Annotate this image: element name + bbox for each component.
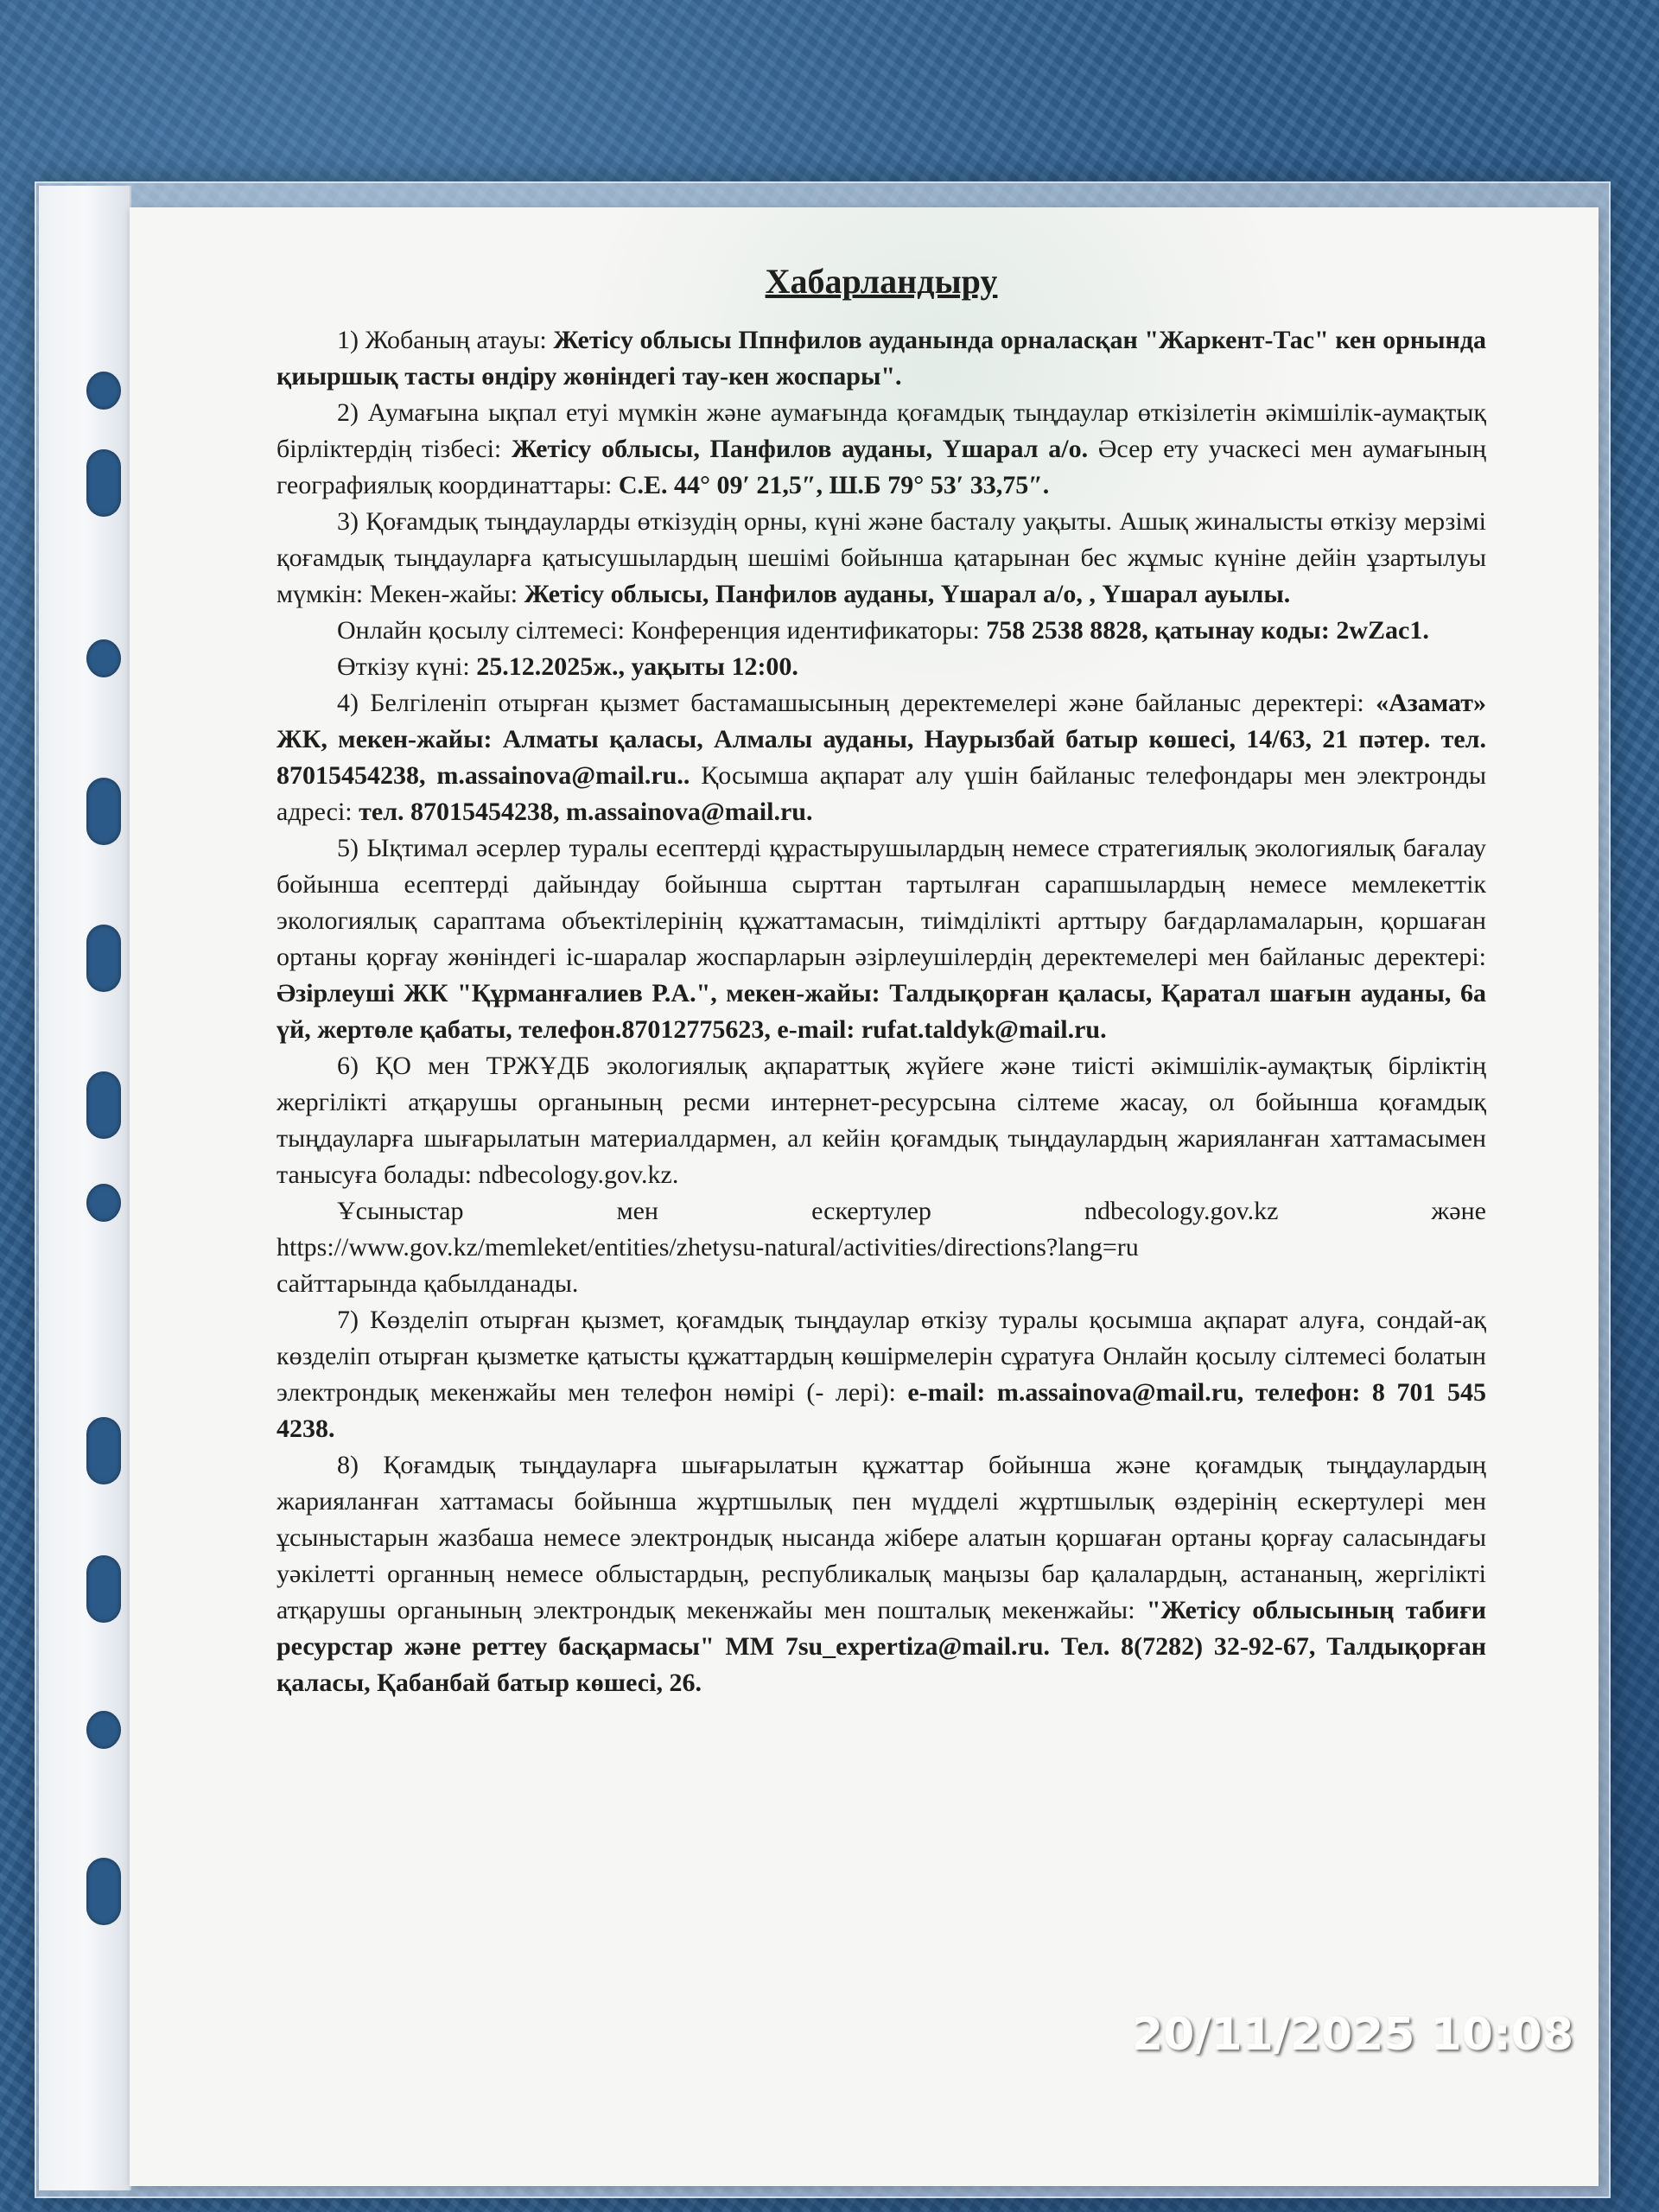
notice-document [276, 264, 1486, 1701]
gov-url[interactable]: https://www.gov.kz/memleket/entities/zhetysu-natural/activities/directions?lang=ru [276, 1233, 1139, 1262]
photo-timestamp: 20/11/2025 10:08 [1132, 2009, 1574, 2061]
and-word: мен [616, 1197, 658, 1225]
section-6-text: 6) ҚО мен ТРЖҰДБ экологиялық ақпараттық жүйеге және тиісті әкімшілік-аумақтық бірліктің жергілікті атқарушы органының ресми интернет-ресурсына сілтеме жасау, ол бойынша қоғамдық тыңдауларға шығарылатын материалдармен, ал кейін қоғамдық тыңдаулардың жарияланған хаттамасымен танысуға болады: ndbecology.gov.kz. [276, 1052, 1486, 1189]
date-label: Өткізу күні: [337, 652, 477, 681]
section-3-label: 3) Қоғамдық тыңдауларды өткізудің орны, күні және басталу уақыты. Ашық жиналысты өткізу мерзімі қоғамдық тыңдауларға қатысушылардың шешімі бойынша қатарынан бес жұмыс күніне дейін ұзартылуы мүмкін: Мекен-жайы: [276, 507, 1486, 608]
section-2-label: 2) Аумағына ықпал етуі мүмкін және аумағында қоғамдық тыңдаулар өткізілетін әкімшілік-аумақтық бірліктердің тізбесі: [276, 398, 1486, 463]
punch-hole [86, 778, 121, 845]
section-2-location: Жетісу облысы, Панфилов ауданы, Үшарал а/о. [511, 435, 1089, 463]
section-3-date [276, 649, 1486, 685]
punch-hole [86, 1184, 121, 1222]
section-2 [276, 395, 1486, 504]
section-8-label: 8) Қоғамдық тыңдауларға шығарылатын құжаттар бойынша және қоғамдық тыңдаулардың жарияланған хаттамасы бойынша жұртшылық пен мүдделі жұртшылық өздерінің ескертулері мен ұсыныстарын жазбаша немесе электрондық нысанда жібере алатын қоршаған ортаны қорғау саласындағы уәкілетті органның немесе облыстардың, республикалық маңызы бар қалалардың, астананың, жергілікті атқарушы органының электрондық мекенжайы мен пошталық мекенжайы: [276, 1451, 1486, 1624]
section-5-label: 5) Ықтимал әсерлер туралы есептерді құрастырушылардың немесе стратегиялық экологиялық бағалау бойынша есептерді дайындау бойынша сырттан тартылған сарапшылардың немесе мемлекеттік экологиялық сараптама объектілерінің құжаттамасын, тиімділікті арттыру бағдарламаларын, қоршаған ортаны қорғау жөніндегі іс-шаралар жоспарларын әзірлеушілердің деректемелері мен байланыс деректері: [276, 834, 1486, 971]
notice-title: Хабарландыру [765, 262, 998, 301]
section-5 [276, 830, 1486, 1048]
section-6-end: сайттарында қабылданады. [276, 1269, 579, 1298]
section-6 [276, 1048, 1486, 1193]
event-date: 25.12.2025ж., уақыты 12:00. [476, 652, 798, 681]
section-2-coords: С.Е. 44° 09′ 21,5″, Ш.Б 79° 53′ 33,75″. [618, 471, 1050, 499]
section-2-coords-label: Әсер ету учаскесі мен аумағының географиялық координаттары: [276, 435, 1487, 499]
section-3-address: Жетісу облысы, Панфилов ауданы, Үшарал а/о, , Үшарал ауылы. [524, 580, 1291, 608]
section-3 [276, 504, 1486, 613]
section-7-contacts: e-mail: m.assainova@mail.ru, телефон: 8 701 545 4238. [276, 1378, 1486, 1443]
also-word: және [1431, 1197, 1486, 1225]
authority-details: "Жетісу облысының табиғи ресурстар және реттеу басқармасы" ММ 7su_expertiza@mail.ru. Тел. 8(7282) 32-92-67, Талдықорған қаласы, Қабанбай батыр көшесі, 26. [276, 1596, 1487, 1697]
section-1-value: Жетісу облысы Ппнфилов ауданында орналасқан "Жаркент-Тас" кен орнында қиыршық тасты өндіру жөніндегі тау-кен жоспары". [276, 326, 1486, 391]
developer-details: Әзірлеуші ЖК "Құрманғалиев Р.А.", мекен-жайы: Талдықорған қаласы, Қаратал шағын ауданы, 6а үй, жертөле қабаты, телефон.87012775623, e-mail: rufat.taldyk@mail.ru. [276, 979, 1486, 1044]
section-4-contact-label: Қосымша ақпарат алу үшін байланыс телефондары мен электронды адресі: [276, 761, 1486, 826]
punch-hole [86, 1417, 121, 1484]
section-1-label: 1) Жобаның атауы: [337, 326, 554, 354]
section-1 [276, 322, 1486, 395]
proposals-word: Ұсыныстар [337, 1197, 464, 1225]
section-6-proposals-line [276, 1193, 1486, 1230]
initiator-contacts: тел. 87015454238, m.assainova@mail.ru. [359, 798, 813, 826]
section-7 [276, 1302, 1486, 1447]
punch-hole [86, 1858, 121, 1925]
section-4-label: 4) Белгіленіп отырған қызмет бастамашысының деректемелері және байланыс деректері: [337, 689, 1376, 717]
punch-hole [86, 372, 121, 410]
remarks-word: ескертулер [811, 1197, 931, 1225]
online-conference-id: 758 2538 8828, қатынау коды: 2wZac1. [986, 616, 1429, 645]
punch-hole [86, 925, 121, 992]
online-label: Онлайн қосылу сілтемесі: Конференция идентификаторы: [337, 616, 987, 645]
punch-hole [86, 449, 121, 517]
punch-hole [86, 1555, 121, 1623]
section-4 [276, 685, 1486, 830]
section-7-label: 7) Көзделіп отырған қызмет, қоғамдық тыңдаулар өткізу туралы қосымша ақпарат алуға, сондай-ақ көзделіп отырған қызметке қатысты құжаттардың көшірмелерін сұратуға Онлайн қосылу сілтемесі болатын электрондық мекенжайы мен телефон нөмірі (- лері): [276, 1306, 1486, 1407]
section-8 [276, 1447, 1486, 1701]
initiator-details: «Азамат» ЖК, мекен-жайы: Алматы қаласы, Алмалы ауданы, Наурызбай батыр көшесі, 14/63, 21 пәтер. тел. 87015454238, m.assainova@mail.ru.. [276, 689, 1486, 790]
section-3-online [276, 613, 1486, 649]
punch-hole [86, 1711, 121, 1749]
ndbecology-link[interactable]: ndbecology.gov.kz [1084, 1197, 1279, 1225]
punch-hole [86, 1071, 121, 1139]
punch-hole [86, 639, 121, 677]
